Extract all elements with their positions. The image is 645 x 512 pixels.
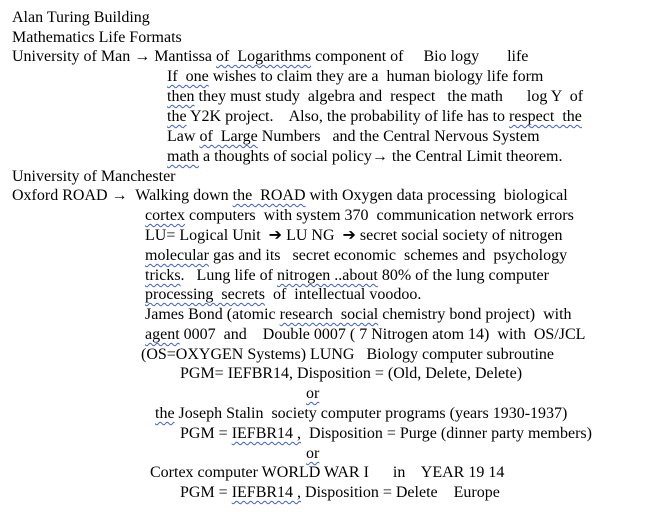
spellcheck-flagged-text[interactable]: If one (167, 68, 209, 85)
spellcheck-flagged-text[interactable]: the (167, 108, 187, 125)
text-segment: 80% of the lung computer (377, 267, 549, 284)
text-line (167, 67, 543, 87)
text-line (12, 8, 150, 28)
spellcheck-flagged-text[interactable]: then (167, 88, 195, 105)
text-line (12, 186, 568, 206)
spellcheck-flagged-text[interactable]: tricks (145, 267, 181, 284)
text-segment: chemistry bond project) with (378, 306, 572, 323)
text-segment: they must study algebra and respect the math log Y of (194, 88, 584, 105)
text-segment: of intellectual voodoo. (264, 286, 422, 303)
text-segment: University of Man → Mantissa (12, 48, 216, 65)
text-segment: Mathematics Life Formats (12, 29, 182, 46)
text-segment: Law (167, 128, 200, 145)
spellcheck-flagged-text[interactable]: of Large (199, 128, 258, 145)
spellcheck-flagged-text[interactable]: math (167, 148, 199, 165)
text-segment: (OS=OXYGEN Systems) LUNG Biology computer subroutine (141, 346, 554, 363)
spellcheck-flagged-text[interactable]: processing secrets (145, 286, 265, 303)
text-segment: University of Manchester (12, 168, 176, 185)
text-segment: PGM = (180, 484, 232, 501)
text-line (306, 384, 319, 404)
text-line (167, 127, 540, 147)
text-line (150, 463, 504, 483)
text-segment: James Bond (atomic (145, 306, 280, 323)
text-line (145, 266, 549, 286)
spellcheck-flagged-text[interactable]: molecular (145, 247, 209, 264)
text-line (167, 87, 583, 107)
text-segment: . Lung life of (180, 267, 277, 284)
text-segment: computers with system 370 communication network errors (184, 207, 574, 224)
text-line (167, 147, 562, 167)
spellcheck-flagged-text[interactable]: agent (145, 326, 180, 343)
spellcheck-flagged-text[interactable]: of Logarithms (215, 48, 312, 65)
text-segment: Alan Turing Building (12, 9, 150, 26)
spellcheck-flagged-text[interactable]: or (306, 385, 320, 402)
text-line (306, 444, 319, 464)
text-line (12, 28, 182, 48)
text-segment: a thoughts of social policy→ the Central Limit theorem. (199, 148, 563, 165)
text-segment: Cortex computer WORLD WAR I in YEAR 19 14 (150, 464, 505, 481)
text-segment: wishes to claim they are a human biology life form (208, 68, 544, 85)
text-segment: Disposition = Purge (dinner party members) (301, 425, 592, 442)
text-segment: gas and its secret economic schemes and psychology (208, 247, 568, 264)
text-segment: with Oxygen data processing biological (305, 187, 568, 204)
spellcheck-flagged-text[interactable]: the (155, 405, 175, 422)
spellcheck-flagged-text[interactable]: cortex (145, 207, 185, 224)
spellcheck-flagged-text[interactable]: IEFBR14 , (231, 425, 302, 442)
text-line (12, 167, 176, 187)
text-line (180, 364, 522, 384)
spellcheck-flagged-text[interactable]: the ROAD (232, 187, 306, 204)
text-line (145, 246, 567, 266)
text-line (145, 325, 585, 345)
text-line (167, 107, 582, 127)
text-segment: 0007 and Double 0007 ( 7 Nitrogen atom 14) with OS/JCL (179, 326, 586, 343)
text-line (180, 483, 500, 503)
text-line (155, 404, 567, 424)
text-line (12, 47, 528, 67)
text-segment: Oxford ROAD → Walking down (12, 187, 233, 204)
text-line (141, 345, 554, 365)
spellcheck-flagged-text[interactable]: or (306, 445, 320, 462)
text-segment: component of Bio logy life (311, 48, 529, 65)
text-line (145, 305, 572, 325)
text-line (180, 424, 592, 444)
spellcheck-flagged-text[interactable]: IEFBR14 , (231, 484, 302, 501)
text-line (145, 285, 421, 305)
text-segment: PGM= IEFBR14, Disposition = (Old, Delete, Delete) (180, 365, 523, 382)
text-segment: Y2K project. Also, the probability of life has to (186, 108, 510, 125)
text-segment: Numbers and the Central Nervous System (257, 128, 540, 145)
text-segment: Disposition = Delete Europe (301, 484, 500, 501)
text-segment: LU= Logical Unit ➔ LU NG ➔ secret social society of nitrogen (145, 227, 563, 244)
text-line (145, 206, 574, 226)
spellcheck-flagged-text[interactable]: research social (279, 306, 379, 323)
spellcheck-flagged-text[interactable]: nitrogen ..about (276, 267, 378, 284)
spellcheck-flagged-text[interactable]: respect the (509, 108, 582, 125)
text-segment: PGM = (180, 425, 232, 442)
text-segment: Joseph Stalin society computer programs (years 1930-1937) (174, 405, 568, 422)
text-line (145, 226, 563, 246)
